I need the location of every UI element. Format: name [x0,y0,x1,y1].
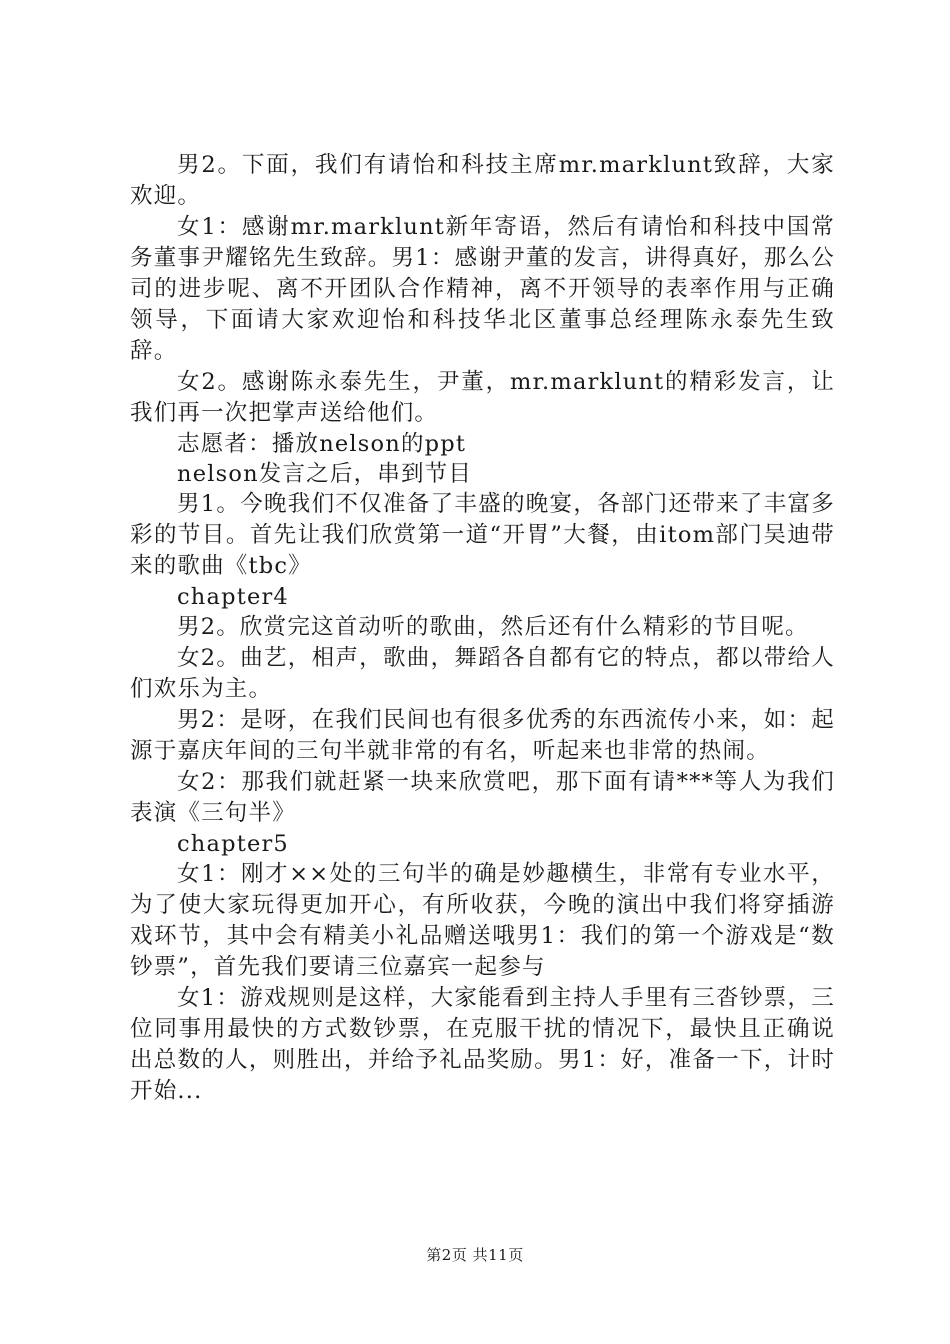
chapter-heading-4: chapter4 [177,584,289,610]
paragraph-4: 志愿者：播放nelson的ppt [177,431,467,457]
document-body [130,150,835,1107]
paragraph-8: 女2。曲艺，相声，歌曲，舞蹈各自都有它的特点，都以带给人们欢乐为主。 [130,645,835,702]
paragraph-12: 女1：游戏规则是这样，大家能看到主持人手里有三沓钞票，三位同事用最快的方式数钞票，在克服干扰的情况下，最快且正确说出总数的人，则胜出，并给予礼品奖励。男1：好，准备一下，计时开始... [130,985,835,1104]
paragraph-10: 女2：那我们就赶紧一块来欣赏吧，那下面有请***等人为我们表演《三句半》 [130,769,835,826]
page-footer: 第2页 共11页 [426,1246,524,1264]
paragraph-7: 男2。欣赏完这首动听的歌曲，然后还有什么精彩的节目呢。 [177,614,809,640]
paragraph-3: 女2。感谢陈永泰先生，尹董，mr.marklunt的精彩发言，让我们再一次把掌声送给他们。 [130,369,835,426]
paragraph-1: 男2。下面，我们有请怡和科技主席mr.marklunt致辞，大家欢迎。 [130,152,835,209]
chapter-heading-5: chapter5 [177,831,289,857]
paragraph-2: 女1：感谢mr.marklunt新年寄语，然后有请怡和科技中国常务董事尹耀铭先生致辞。男1：感谢尹董的发言，讲得真好，那么公司的进步呢、离不开团队合作精神，离不开领导的表率作用与正确领导，下面请大家欢迎怡和科技华北区董事总经理陈永泰先生致辞。 [130,214,835,364]
paragraph-6: 男1。今晚我们不仅准备了丰盛的晚宴，各部门还带来了丰富多彩的节目。首先让我们欣赏第一道“开胃”大餐，由itom部门吴迪带来的歌曲《tbc》 [130,491,835,579]
paragraph-9: 男2：是呀，在我们民间也有很多优秀的东西流传小来，如：起源于嘉庆年间的三句半就非常的有名，听起来也非常的热闹。 [130,707,835,764]
paragraph-11: 女1：刚才××处的三句半的确是妙趣横生，非常有专业水平，为了使大家玩得更加开心，有所收获，今晚的演出中我们将穿插游戏环节，其中会有精美小礼品赠送哦男1：我们的第一个游戏是“数钞票”，首先我们要请三位嘉宾一起参与 [130,861,835,980]
paragraph-5: nelson发言之后，串到节目 [177,461,473,487]
